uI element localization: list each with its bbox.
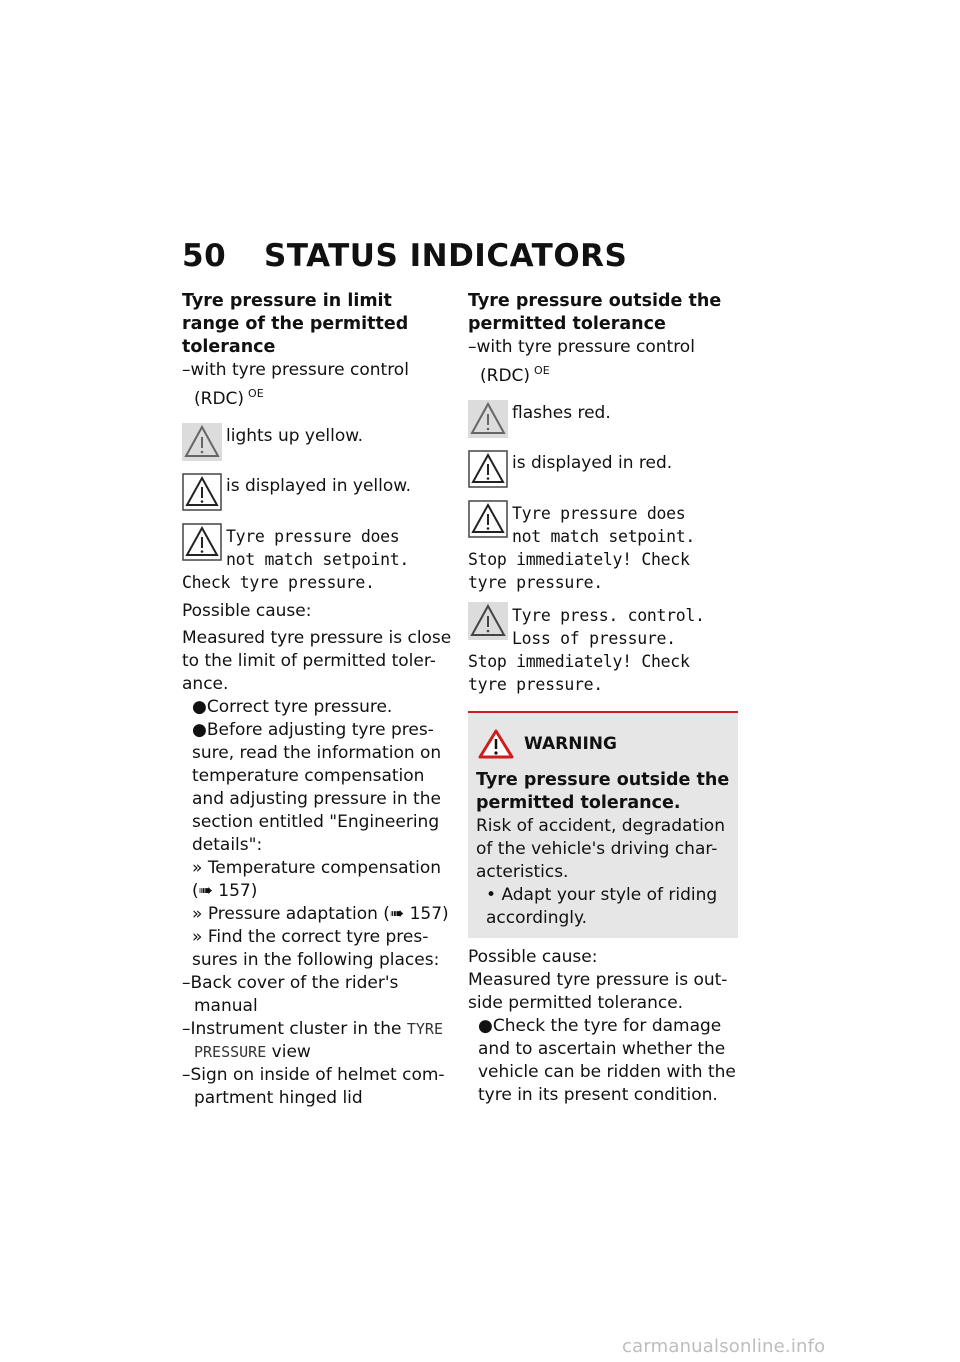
left-message-line-3: Check tyre pressure. [182, 573, 375, 592]
right-heading: Tyre pressure outside the permitted tolerance [468, 291, 722, 334]
warning-label: WARNING [524, 734, 617, 754]
warning-triangle-outline-icon [468, 500, 508, 538]
left-reference-1: » Temperature compensation (➠ 157) [192, 858, 442, 901]
page-title: STATUS INDICATORS [264, 238, 628, 274]
warning-header [476, 729, 730, 759]
right-display-message-row-2 [468, 602, 738, 650]
warning-text: Risk of accident, degradation of the vehicle's driving char-acteristics. [476, 816, 725, 882]
right-bullet-1: ●Check the tyre for damage and to ascertain whether the vehicle can be ridden with the tyre in its present condition. [478, 1016, 736, 1105]
left-heading: Tyre pressure in limit range of the permitted tolerance [182, 291, 409, 357]
left-place-1: –Back cover of the rider's manual [182, 973, 399, 1016]
page-reference-arrow-icon: ➠ [389, 904, 405, 924]
right-message1-line-3: Stop immediately! Check [468, 550, 690, 569]
warning-triangle-filled-icon [468, 602, 508, 640]
warning-box [468, 711, 738, 938]
right-message1-line-4: tyre pressure. [468, 573, 603, 592]
warning-heading: Tyre pressure outside the permitted tolerance. [476, 770, 730, 813]
left-indicator-text-2: is displayed in yellow. [226, 476, 412, 496]
warning-bullet: • Adapt your style of riding accordingly. [486, 885, 718, 928]
left-reference-2: » Pressure adaptation (➠ 157) [192, 904, 449, 924]
left-cause-label: Possible cause: [182, 601, 312, 621]
right-indicator-text-1: flashes red. [512, 403, 611, 423]
left-indicator-row-1 [182, 423, 452, 461]
right-message2-line-3: Stop immediately! Check [468, 652, 690, 671]
warning-exclamation-icon [478, 729, 514, 759]
left-display-message-row [182, 523, 452, 571]
right-message2-line-2: Loss of pressure. [512, 629, 676, 648]
warning-triangle-filled-icon [468, 400, 508, 438]
left-cause-text: Measured tyre pressure is close to the limit of permitted toler-ance. [182, 628, 452, 694]
right-indicator-text-2: is displayed in red. [512, 453, 673, 473]
warning-triangle-outline-icon [468, 450, 508, 488]
right-cause-label: Possible cause: [468, 947, 598, 967]
warning-triangle-outline-icon [182, 473, 222, 511]
right-indicator-row-2 [468, 450, 738, 488]
right-message1-line-1: Tyre pressure does [512, 504, 686, 523]
right-message2-line-4: tyre pressure. [468, 675, 603, 694]
left-place-2: –Instrument cluster in the TYRE PRESSURE view [182, 1019, 443, 1062]
left-reference-3: » Find the correct tyre pres-sures in the following places: [192, 927, 440, 970]
right-column [468, 290, 738, 1107]
left-condition: –with tyre pressure control (RDC) $^{OE}$ [182, 360, 409, 409]
page-header [182, 238, 627, 274]
right-condition: –with tyre pressure control (RDC) $^{OE}$ [468, 337, 695, 386]
left-place-3: –Sign on inside of helmet com-partment hinged lid [182, 1065, 445, 1108]
left-bullet-1: ●Correct tyre pressure. [192, 697, 393, 717]
right-message1-line-2: not match setpoint. [512, 527, 696, 546]
warning-triangle-outline-icon [182, 523, 222, 561]
left-bullet-2: ●Before adjusting tyre pres-sure, read the information on temperature compensation and adjusting pressure in the section entitled "Engineering details": [192, 720, 442, 855]
page-reference-arrow-icon: ➠ [198, 881, 213, 901]
left-message-line-1: Tyre pressure does [226, 527, 400, 546]
right-display-message-row-1 [468, 500, 738, 548]
right-cause-text: Measured tyre pressure is out-side permitted tolerance. [468, 970, 728, 1013]
warning-triangle-filled-icon [182, 423, 222, 461]
left-indicator-row-2 [182, 473, 452, 511]
left-indicator-text-1: lights up yellow. [226, 426, 364, 446]
page-number: 50 [182, 238, 227, 274]
watermark: carmanualsonline.info [622, 1336, 826, 1357]
right-message2-line-1: Tyre press. control. [512, 606, 705, 625]
left-column [182, 290, 452, 1110]
left-message-line-2: not match setpoint. [226, 550, 410, 569]
right-indicator-row-1 [468, 400, 738, 438]
